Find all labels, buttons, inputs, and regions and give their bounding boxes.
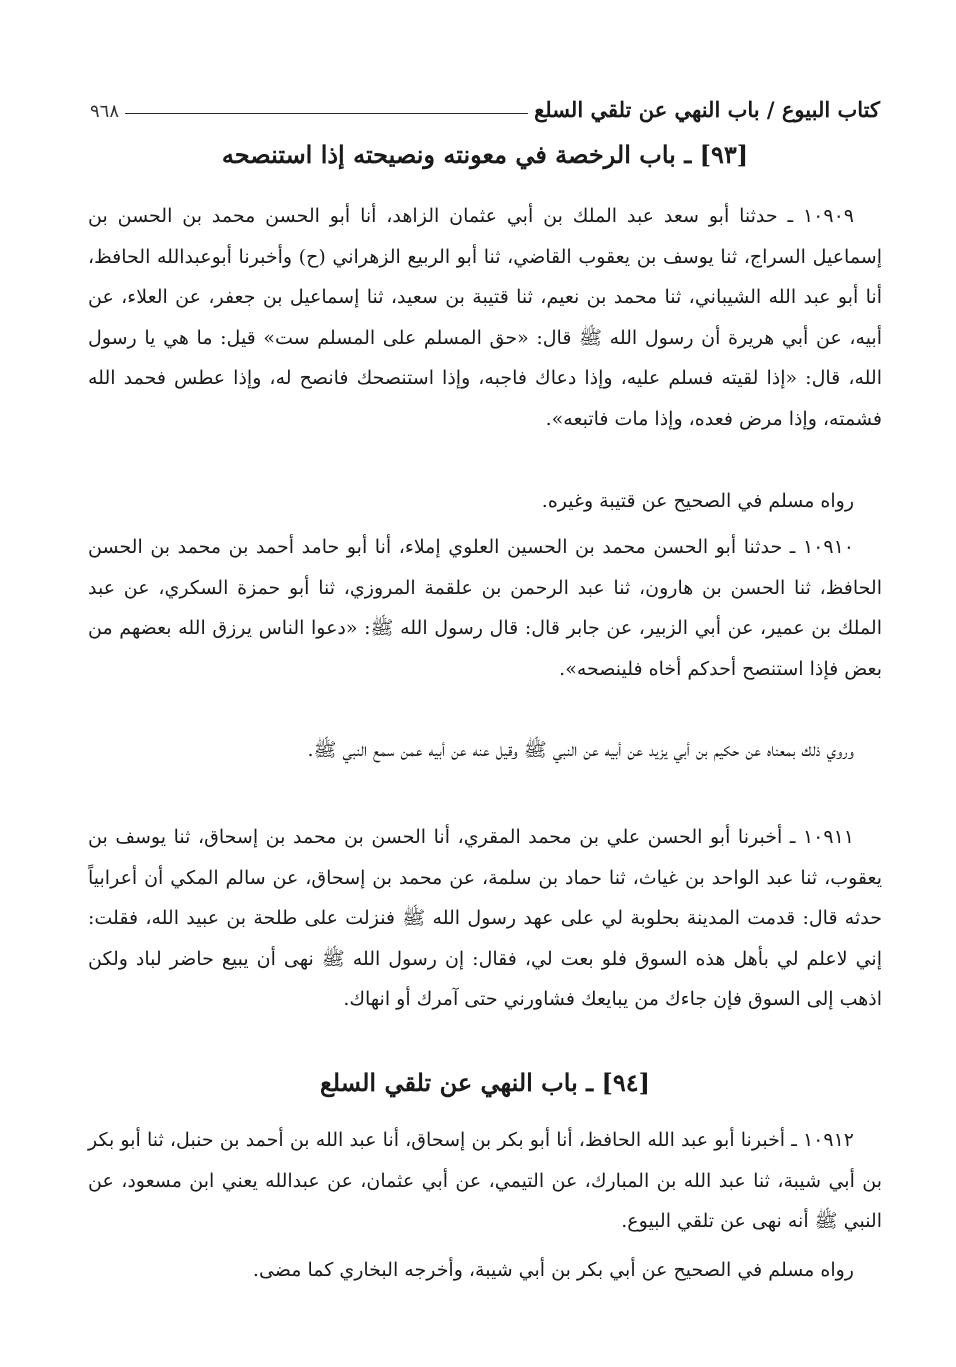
page-number: ٩٦٨ bbox=[90, 101, 120, 122]
chapter-heading-94: [٩٤] ـ باب النهي عن تلقي السلع bbox=[319, 1068, 650, 1097]
narration-note: رواه مسلم في الصحيح عن قتيبة وغيره. bbox=[541, 490, 854, 512]
narration-note: وروي ذلك بمعناه عن حكيم بن أبي يزيد عن أبيه عن النبي ﷺ وقيل عنه عن أبيه عمن سمع النبي ﷺ. bbox=[307, 739, 854, 761]
narration-note: رواه مسلم في الصحيح عن أبي بكر بن أبي شيبة، وأخرجه البخاري كما مضى. bbox=[252, 1259, 854, 1281]
hadith-10910: ١٠٩١٠ ـ حدثنا أبو الحسن محمد بن الحسين العلوي إملاء، أنا أبو حامد أحمد بن محمد بن الحسن الحافظ، ثنا الحسن بن هارون، ثنا عبد الرحمن بن علقمة المروزي، ثنا أبو حمزة السكري، عن عبد الملك بن عمير، عن أبي الزبير، عن جابر قال: قال رسول الله ﷺ: «دعوا الناس يرزق الله بعضهم من بعض فإذا استنصح أحدكم أخاه فلينصحه». bbox=[88, 536, 882, 680]
hadith-10912: ١٠٩١٢ ـ أخبرنا أبو عبد الله الحافظ، أنا أبو بكر بن إسحاق، أنا عبد الله بن أحمد بن حنبل، ثنا أبو بكر بن أبي شيبة، ثنا عبد الله بن المبارك، عن التيمي، عن أبي عثمان، عن عبدالله يعني ابن مسعود، عن النبي ﷺ أنه نهى عن تلقي البيوع. bbox=[88, 1129, 882, 1232]
header-rule bbox=[125, 113, 528, 114]
chapter-heading-93: [٩٣] ـ باب الرخصة في معونته ونصيحته إذا استنصحه bbox=[221, 140, 749, 169]
hadith-10909: ١٠٩٠٩ ـ حدثنا أبو سعد عبد الملك بن أبي عثمان الزاهد، أنا أبو الحسن محمد بن الحسن بن إسماعيل السراج، ثنا يوسف بن يعقوب القاضي، ثنا أبو الربيع الزهراني (ح) وأخبرنا أبوعبدالله الحافظ، أنا أبو عبد الله الشيباني، ثنا محمد بن نعيم، ثنا قتيبة بن سعيد، ثنا إسماعيل بن جعفر، عن العلاء، عن أبيه، عن أبي هريرة أن رسول الله ﷺ قال: «حق المسلم على المسلم ست» قيل: ما هي يا رسول الله، قال: «إذا لقيته فسلم عليه، وإذا دعاك فاجبه، وإذا استنصحك فانصح له، وإذا عطس فحمد الله فشمته، وإذا مرض فعده، وإذا مات فاتبعه». bbox=[88, 205, 882, 430]
running-header bbox=[90, 82, 880, 122]
hadith-10911: ١٠٩١١ ـ أخبرنا أبو الحسن علي بن محمد المقري، أنا الحسن بن محمد بن إسحاق، ثنا يوسف بن يعقوب، ثنا عبد الواحد بن غياث، ثنا حماد بن سلمة، عن محمد بن إسحاق، عن سالم المكي أن أعرابياً حدثه قال: قدمت المدينة بحلوبة لي على عهد رسول الله ﷺ فنزلت على طلحة بن عبيد الله، فقلت: إني لاعلم لي بأهل هذه السوق فلو بعت لي، فقال: إن رسول الله ﷺ نهى أن يبيع حاضر لباد ولكن اذهب إلى السوق فإن جاءك من يبايعك فشاورني حتى آمرك أو انهاك. bbox=[88, 826, 882, 1010]
running-header-title: كتاب البيوع / باب النهي عن تلقي السلع bbox=[534, 97, 880, 122]
